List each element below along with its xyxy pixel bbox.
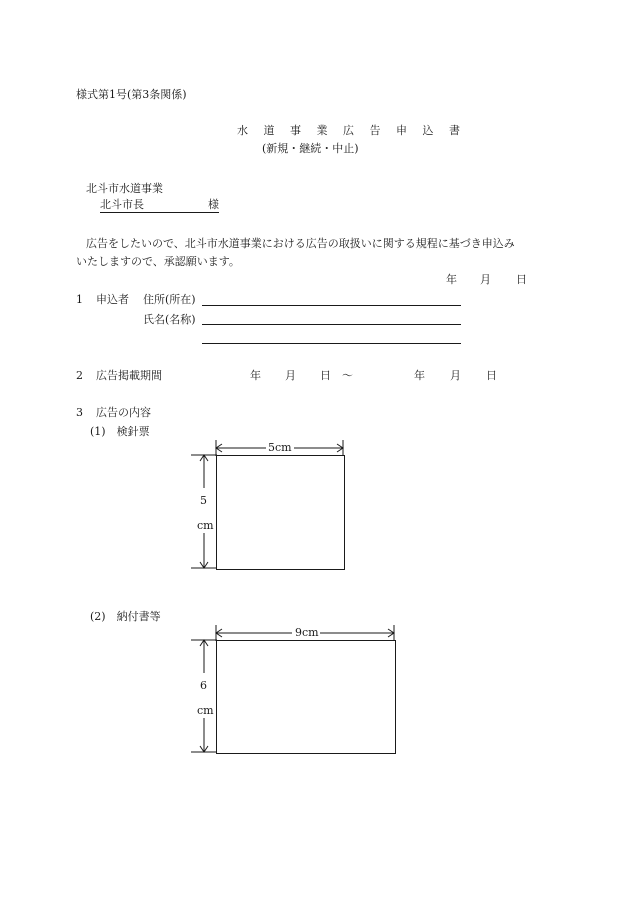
addressee-honorific: 様	[208, 198, 219, 211]
name-label: 氏名(名称)	[143, 313, 196, 326]
addressee-org: 北斗市水道事業	[86, 182, 163, 195]
item2-label: (2) 納付書等	[90, 610, 161, 623]
section2-label: 広告掲載期間	[96, 369, 162, 382]
section2-number: 2	[76, 369, 83, 382]
body-text-line2: いたしますので、承認願います。	[76, 255, 240, 268]
date-year-label: 年	[446, 273, 457, 286]
form-number: 様式第1号(第3条関係)	[76, 88, 187, 101]
period-end-month: 月	[450, 369, 461, 382]
period-end-day: 日	[486, 369, 497, 382]
date-month-label: 月	[480, 273, 491, 286]
address-label: 住所(所在)	[143, 293, 196, 306]
section3-number: 3	[76, 406, 83, 419]
period-start-year: 年	[250, 369, 261, 382]
period-tilde: 〜	[342, 369, 353, 382]
period-end-year: 年	[414, 369, 425, 382]
item1-width-label: 5cm	[268, 441, 292, 454]
section1-number: 1	[76, 293, 83, 306]
section3-label: 広告の内容	[96, 406, 151, 419]
addressee-head: 北斗市長	[100, 198, 144, 211]
document-subtitle: (新規・継続・中止)	[262, 142, 359, 155]
document-title: 水 道 事 業 広 告 申 込 書	[237, 124, 466, 137]
period-start-day: 日	[320, 369, 331, 382]
section1-label: 申込者	[96, 293, 129, 306]
item2-height-unit: cm	[197, 704, 214, 717]
item2-height-number: 6	[200, 679, 207, 692]
period-start-month: 月	[285, 369, 296, 382]
item1-label: (1) 検針票	[90, 425, 150, 438]
item1-height-unit: cm	[197, 519, 214, 532]
body-text-line1: 広告をしたいので、北斗市水道事業における広告の取扱いに関する規程に基づき申込み	[86, 237, 515, 250]
date-day-label: 日	[516, 273, 527, 286]
item2-width-label: 9cm	[295, 626, 319, 639]
item1-height-number: 5	[200, 494, 207, 507]
